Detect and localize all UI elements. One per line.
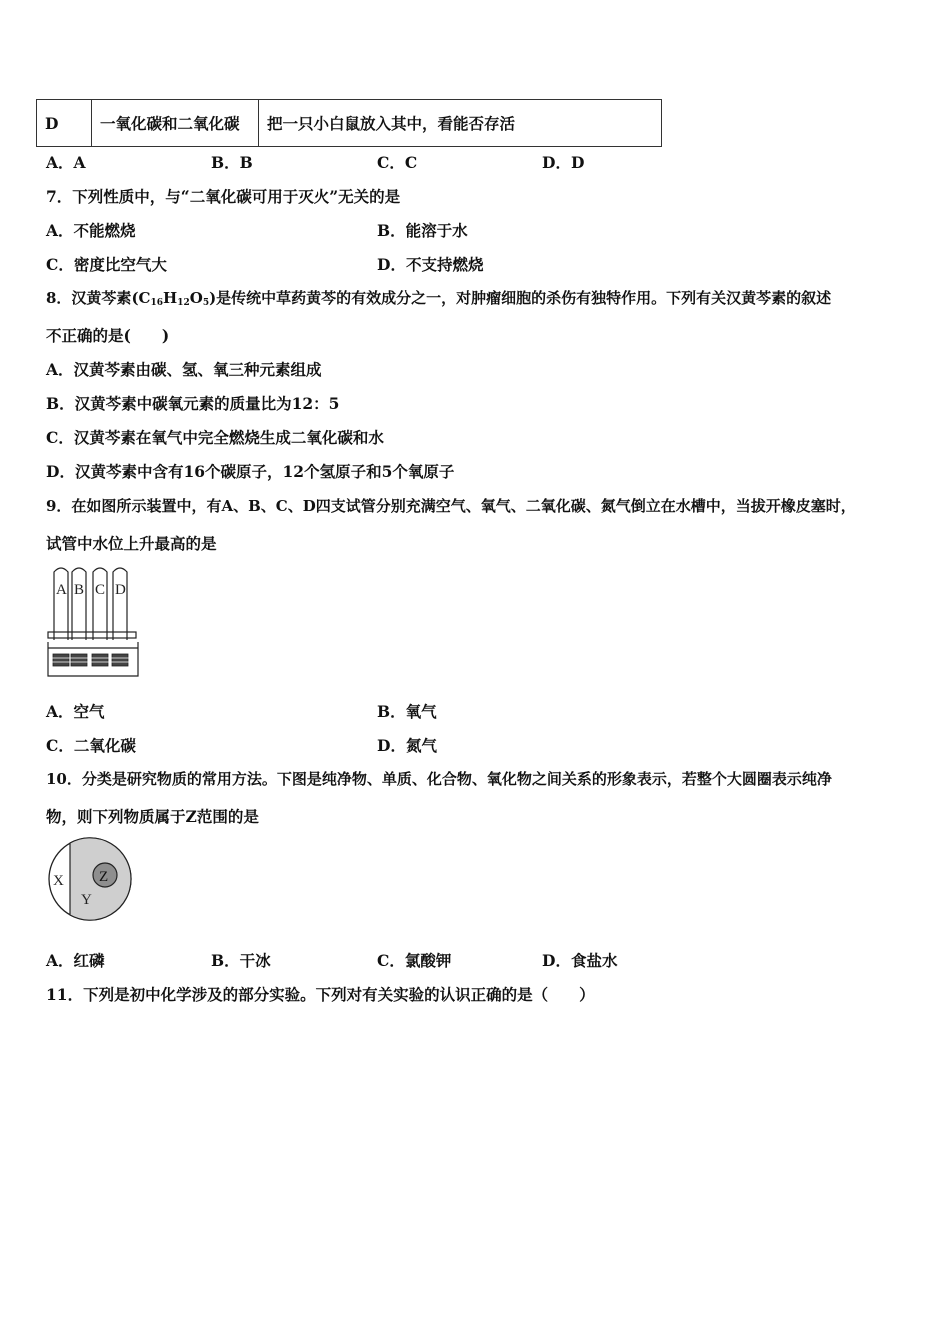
q8-stem-line2: 不正确的是( ) xyxy=(46,326,170,345)
table-cell-method: 把一只小白鼠放入其中，看能否存活 xyxy=(259,100,662,147)
q8-subscript: 5 xyxy=(202,298,210,308)
q10-option-a[interactable]: A．红磷 xyxy=(46,951,105,970)
q7-option-b[interactable]: B．能溶于水 xyxy=(377,221,468,240)
q8-subscript: 12 xyxy=(177,298,190,308)
q8-stem-part: 8．汉黄芩素(C xyxy=(46,289,151,307)
q11-stem: 11．下列是初中化学涉及的部分实验。下列对有关实验的认识正确的是（ ） xyxy=(46,985,595,1004)
test-tubes-figure xyxy=(44,562,144,680)
table-row xyxy=(37,100,662,147)
q9-option-d[interactable]: D．氮气 xyxy=(377,736,437,755)
venn-label-x: X xyxy=(53,873,64,889)
tube-label-b: B xyxy=(74,582,85,598)
q10-stem: 10．分类是研究物质的常用方法。下图是纯净物、单质、化合物、氧化物之间关系的形象表示，若整个大圆圈表示纯净 xyxy=(46,770,832,788)
table-cell-letter: D xyxy=(37,100,92,147)
venn-diagram xyxy=(44,836,138,924)
q10-option-c[interactable]: C．氯酸钾 xyxy=(377,951,452,970)
q6-option-a[interactable]: A．A xyxy=(46,153,86,172)
options-table xyxy=(36,99,662,147)
table-cell-gas: 一氧化碳和二氧化碳 xyxy=(92,100,259,147)
q8-subscript: 16 xyxy=(150,298,164,308)
q9-option-c[interactable]: C．二氧化碳 xyxy=(46,736,136,755)
q7-option-c[interactable]: C．密度比空气大 xyxy=(46,255,167,274)
q8-option-a[interactable]: A．汉黄芩素由碳、氢、氧三种元素组成 xyxy=(46,360,322,379)
q6-option-b[interactable]: B．B xyxy=(211,153,253,172)
venn-label-z: Z xyxy=(99,869,109,885)
q7-option-a[interactable]: A．不能燃烧 xyxy=(46,221,136,240)
q8-stem-part: H xyxy=(163,289,178,307)
tube-label-a: A xyxy=(56,582,67,598)
q8-stem xyxy=(46,287,831,308)
q10-stem-line2: 物，则下列物质属于Z范围的是 xyxy=(46,807,259,826)
q6-option-d[interactable]: D．D xyxy=(542,153,585,172)
q6-option-c[interactable]: C．C xyxy=(377,153,418,172)
q8-stem-part: O xyxy=(189,289,203,307)
tube-label-c: C xyxy=(95,582,106,598)
q8-option-b[interactable]: B．汉黄芩素中碳氧元素的质量比为12：5 xyxy=(46,394,340,413)
q7-option-d[interactable]: D．不支持燃烧 xyxy=(377,255,484,274)
q7-stem: 7．下列性质中，与“二氧化碳可用于灭火”无关的是 xyxy=(46,187,401,206)
q9-stem: 9．在如图所示装置中，有A、B、C、D四支试管分别充满空气、氧气、二氧化碳、氮气倒立在水槽中，当拔开橡皮塞时， xyxy=(46,497,856,515)
q9-option-b[interactable]: B．氧气 xyxy=(377,702,437,721)
q9-option-a[interactable]: A．空气 xyxy=(46,702,105,721)
q8-option-c[interactable]: C．汉黄芩素在氧气中完全燃烧生成二氧化碳和水 xyxy=(46,428,384,447)
venn-label-y: Y xyxy=(81,892,92,908)
q8-stem-part: )是传统中草药黄芩的有效成分之一，对肿瘤细胞的杀伤有独特作用。下列有关汉黄芩素的叙述 xyxy=(209,289,832,307)
q10-option-b[interactable]: B．干冰 xyxy=(211,951,271,970)
q10-option-d[interactable]: D．食盐水 xyxy=(542,951,618,970)
tube-label-d: D xyxy=(115,582,126,598)
q9-stem-line2: 试管中水位上升最高的是 xyxy=(46,534,217,553)
q8-option-d[interactable]: D．汉黄芩素中含有16个碳原子，12个氢原子和5个氧原子 xyxy=(46,462,455,481)
